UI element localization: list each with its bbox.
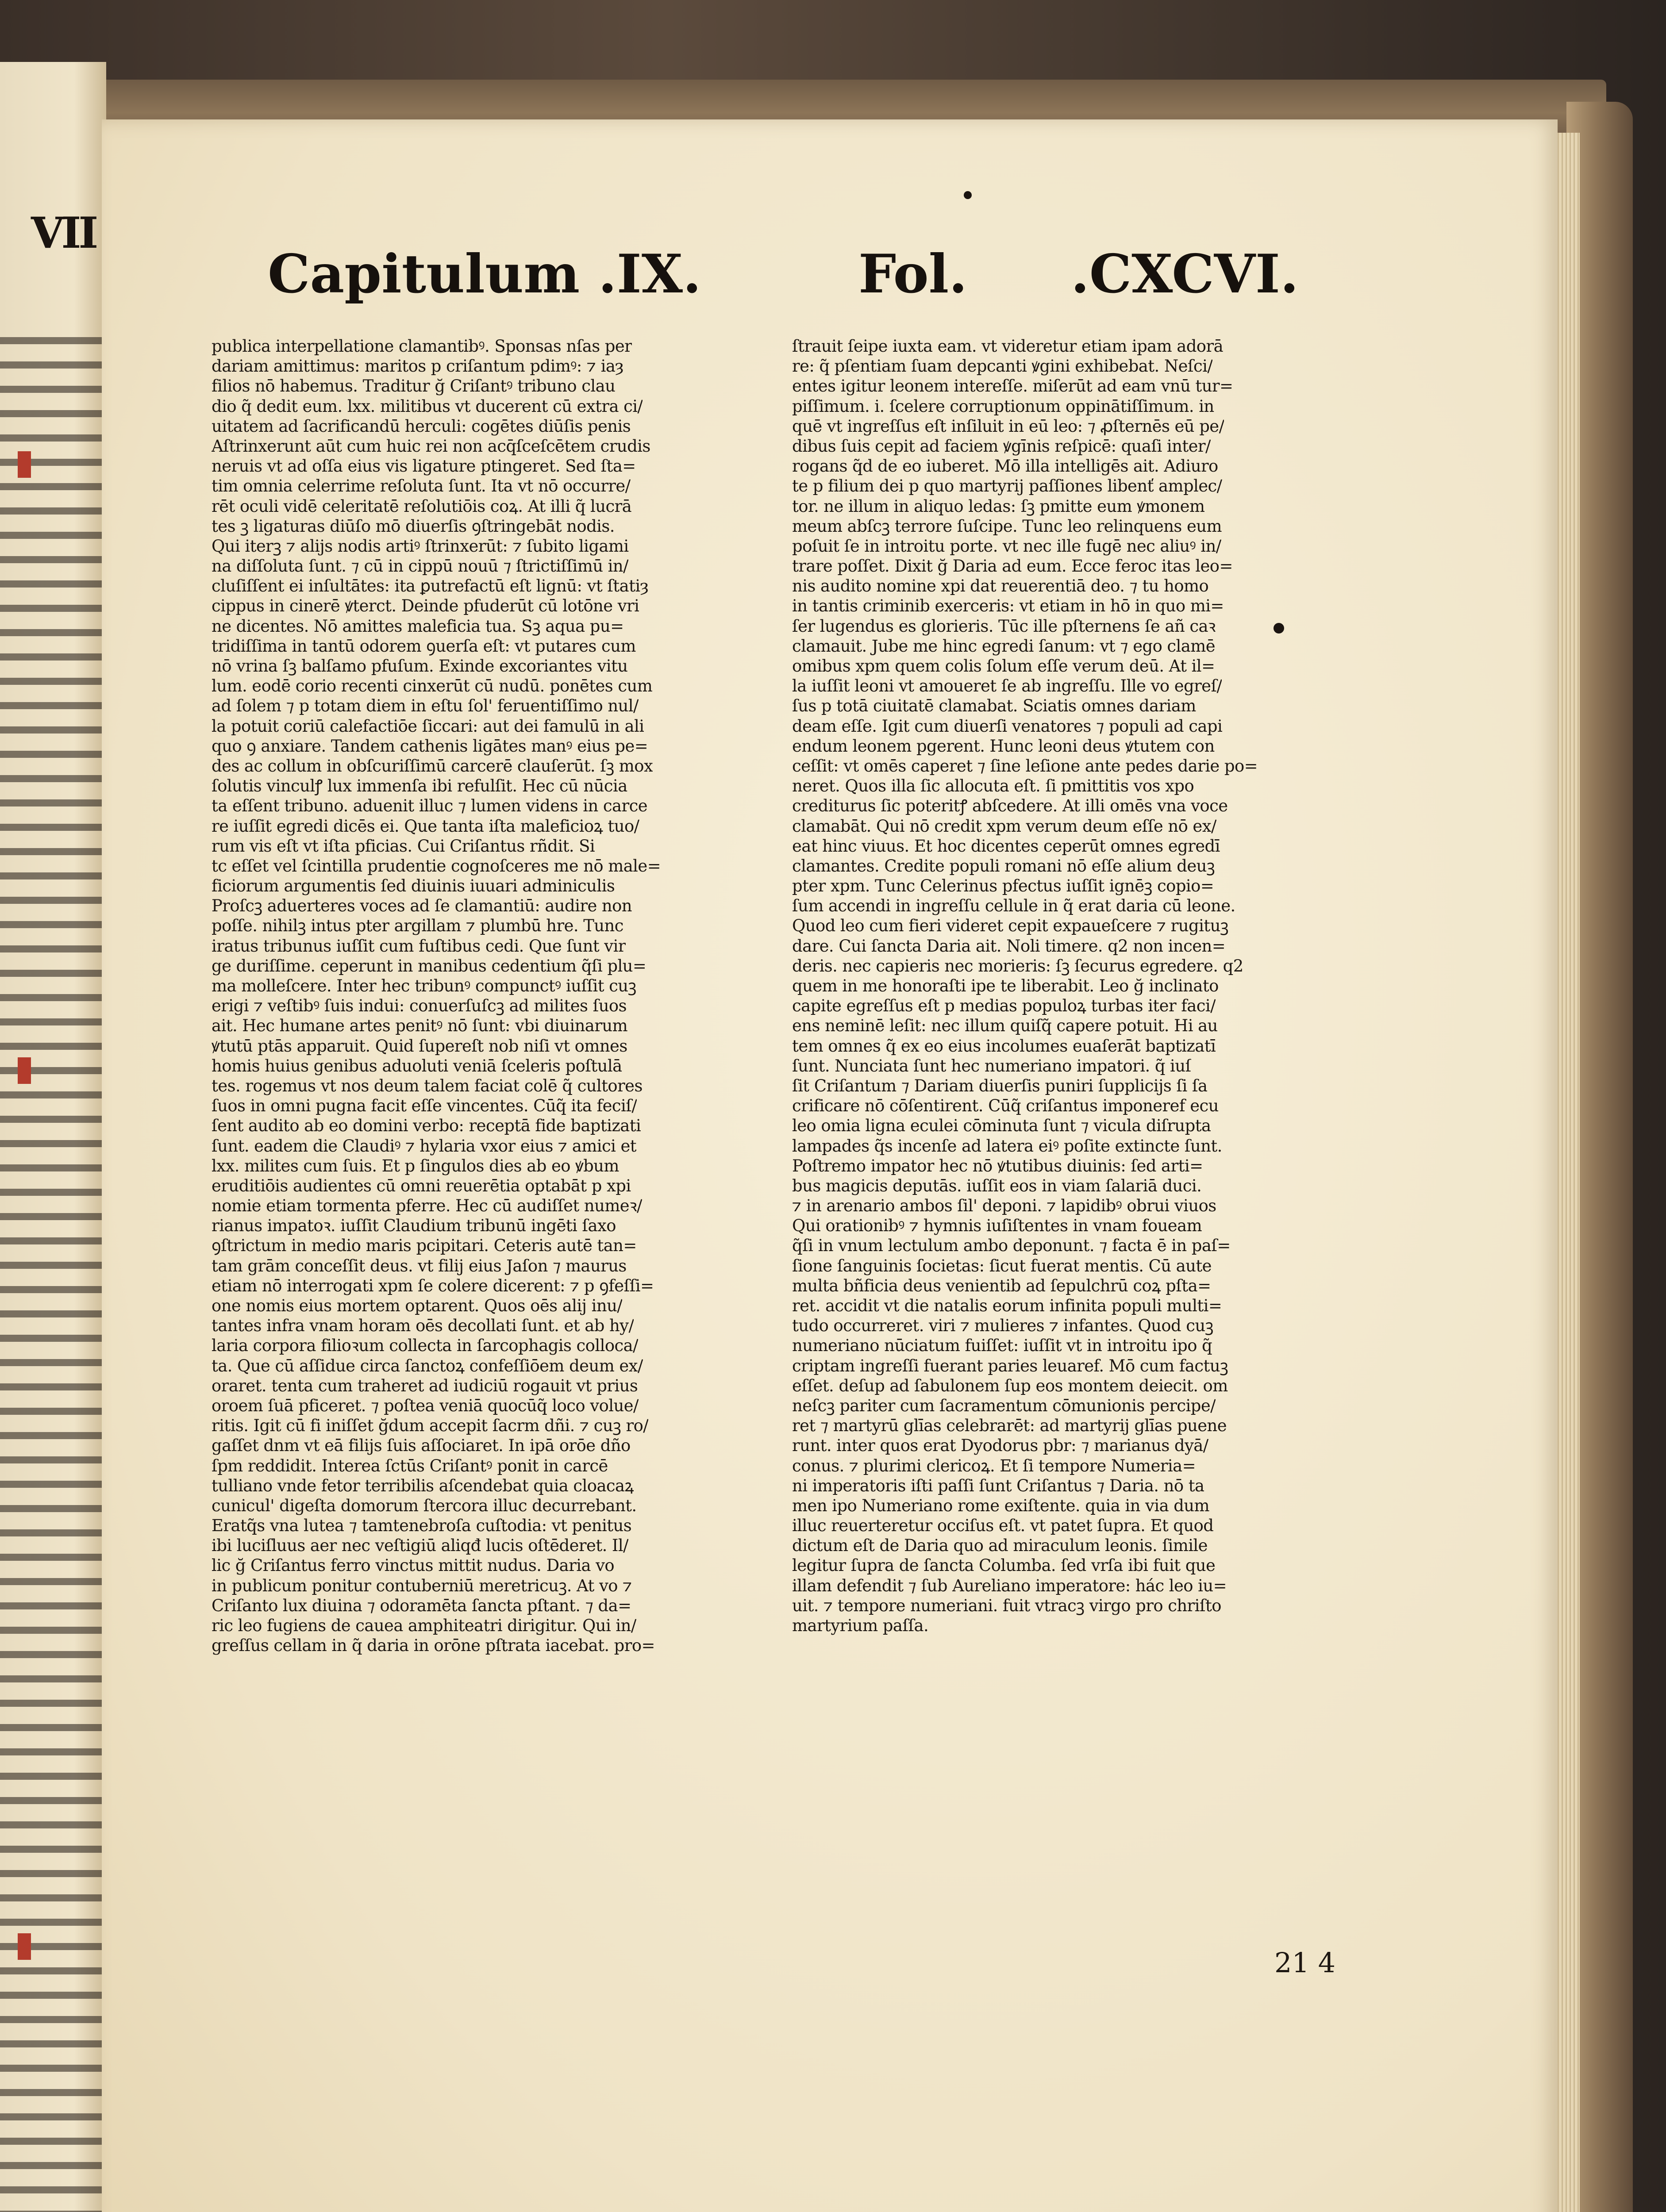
text-line: tam grām conceſſit deus. vt filij eius Jaſon ⁊ maurus xyxy=(212,1256,627,1275)
text-line: ſione ſanguinis ſocietas: ſicut fuerat mentis. Cū aute xyxy=(792,1256,1212,1275)
text-line: illuc reuerteretur occiſus eſt. vt patet ſupra. Et quod xyxy=(792,1516,1214,1536)
text-line: ne dicentes. Nō amittes maleficia tua. Sꝫ aqua pu= xyxy=(212,616,624,636)
text-line: ibi luciſluus aer nec veſtigiū aliqđ lucis oſtēderet. Il/ xyxy=(212,1536,629,1555)
text-line: runt. inter quos erat Dyodorus pbr: ⁊ marianus dyā/ xyxy=(792,1436,1208,1455)
text-line: dariam amittimus: maritos p criſantum pdimꝰ: ⁊ iaȝ xyxy=(212,357,623,376)
text-line: rum vis eſt vt iſta pficias. Cui Criſantus rñdit. Si xyxy=(212,836,595,856)
text-line: etiam nō interrogati xpm ſe colere dicerent: ⁊ p ꝯfeſſi= xyxy=(212,1276,654,1295)
text-line: men ipo Numeriano rome exiſtente. quia in via dum xyxy=(792,1496,1209,1515)
text-line: tridiſſima in tantū odorem ꝯuerſa eſt: vt putares cum xyxy=(212,636,636,656)
text-line: ſum accendi in ingreſſu cellule in q̃ erat daria cū leone. xyxy=(792,896,1235,916)
text-line: ſuos in omni pugna facit eſſe vincentes. Cūq̃ ita feciſ/ xyxy=(212,1096,637,1116)
text-line: in tantis criminib exerceris: vt etiam in hō in quo mi= xyxy=(792,596,1224,616)
text-line: ⁊ in arenario ambos ſil' deponi. ⁊ lapidibꝰ obrui viuos xyxy=(792,1196,1216,1216)
text-line: omibus xpm quem colis ſolum eſſe verum deū. At il= xyxy=(792,657,1215,676)
text-line: Quod leo cum fieri videret cepit expaueſcere ⁊ rugituꝫ xyxy=(792,916,1229,936)
text-line: in publicum ponitur contuberniū meretricuꝫ. At vo ⁊ xyxy=(212,1576,632,1595)
text-line: nis audito nomine xpi dat reuerentiā deo. ⁊ tu homo xyxy=(792,576,1209,596)
text-line: endum leonem pgerent. Hunc leoni deus ꝟtutem con xyxy=(792,736,1215,756)
left-page-text-lines xyxy=(0,327,106,2212)
text-line: lampades q̃s incenſe ad latera eiꝰ poſite extincte ſunt. xyxy=(792,1136,1222,1156)
text-line: rianus impatoꝛ. iuſſit Claudium tribunū ingēti ſaxo xyxy=(212,1216,616,1236)
text-line: quē vt ingreſſus eſt inſiluit in eū leo: ⁊ ꝓſternēs eū pe/ xyxy=(792,416,1224,436)
text-line: ait. Hec humane artes penitꝰ nō ſunt: vbi diuinarum xyxy=(212,1016,628,1036)
text-line: Qui orationibꝰ ⁊ hymnis iuſiſtentes in vnam foueam xyxy=(792,1216,1202,1236)
text-line: illam defendit ⁊ ſub Aureliano imperatore: hác leo iu= xyxy=(792,1576,1227,1595)
text-line: nō vrina ſꝫ balſamo pfuſum. Exinde excoriantes vitu xyxy=(212,657,628,676)
text-line: pter xpm. Tunc Celerinus pfectus iuſſit ignēꝫ copio= xyxy=(792,876,1214,896)
text-line: dibus ſuis cepit ad faciem ꝟgīnis reſpicē: quaſi inter/ xyxy=(792,436,1211,456)
text-line: ficiorum argumentis ſed diuinis iuuari adminiculis xyxy=(212,876,615,896)
text-line: bus magicis deputās. iuſſit eos in viam ſalariā duci. xyxy=(792,1176,1202,1195)
text-line: martyrium paſſa. xyxy=(792,1616,929,1635)
text-line: clamantes. Credite populi romani nō eſſe alium deuꝫ xyxy=(792,856,1215,876)
text-column-right xyxy=(792,336,1258,1636)
text-line: cippus in cinerē ꝟterct. Deinde pfuderūt cū lotōne vri xyxy=(212,596,639,616)
text-line: lum. eodē corio recenti cinxerūt cū nudū. ponētes cum xyxy=(212,676,653,696)
text-line: ſunt. eadem die Claudiꝰ ⁊ hylaria vxor eius ⁊ amici et xyxy=(212,1136,637,1156)
text-line: tc eſſet vel ſcintilla prudentie cognoſceres me nō male= xyxy=(212,856,661,876)
text-line: ret. accidit vt die natalis eorum infinita populi multi= xyxy=(792,1296,1222,1315)
text-line: iratus tribunus iuſſit cum fuſtibus cedi. Que ſunt vir xyxy=(212,936,626,956)
text-line: ric leo fugiens de cauea amphiteatri dirigitur. Qui in/ xyxy=(212,1616,636,1635)
text-line: deam eſſe. Igit cum diuerſi venatores ⁊ populi ad capi xyxy=(792,716,1223,736)
text-line: clamauit. Jube me hinc egredi ſanum: vt ⁊ ego clamē xyxy=(792,636,1216,656)
text-line: erigi ⁊ veſtibꝰ ſuis indui: conuerſuſcꝫ ad milites ſuos xyxy=(212,996,627,1016)
text-line: ge duriſſime. ceperunt in manibus cedentium q̃ſi plu= xyxy=(212,956,646,975)
text-line: nomie etiam tormenta pferre. Hec cū audiſſet numeꝛ/ xyxy=(212,1196,642,1216)
ink-dot xyxy=(1274,623,1284,634)
text-line: ad ſolem ⁊ p totam diem in eſtu ſol' feruentiſſimo nul/ xyxy=(212,696,639,716)
text-line: deris. nec capieris nec morieris: ſꝫ ſecurus egredere. q2 xyxy=(792,956,1243,975)
text-line: na diſſoluta ſunt. ⁊ cū in cippū nouū ⁊ ſtrictiſſimū in/ xyxy=(212,557,628,576)
text-line: criptam ingreſſi fuerant paries leuaref. Mō cum factuꝫ xyxy=(792,1356,1228,1375)
folio-label: Fol. xyxy=(858,243,968,305)
text-line: ret ⁊ martyrū glīas celebrarēt: ad martyrij glīas puene xyxy=(792,1416,1227,1436)
text-line: quem in me honoraſti ipe te liberabit. Leo ğ inclinato xyxy=(792,976,1219,995)
text-line: dare. Cui ſancta Daria ait. Noli timere. q2 non incen= xyxy=(792,936,1226,956)
left-page-red-initial xyxy=(18,1933,31,1960)
text-line: tor. ne illum in aliquo ledas: ſꝫ pmitte eum ꝟmonem xyxy=(792,496,1205,516)
text-line: ma molleſcere. Inter hec tribunꝰ compunctꝰ iuſſit cuꝫ xyxy=(212,976,636,995)
text-line: ta eſſent tribuno. aduenit illuc ⁊ lumen videns in carce xyxy=(212,796,647,816)
text-line: ſus p totā ciuitatē clamabat. Sciatis omnes dariam xyxy=(792,696,1196,716)
text-line: Eratq̃s vna lutea ⁊ tamtenebroſa cuſtodia: vt penitus xyxy=(212,1516,632,1536)
text-line: rogans q̃d de eo iuberet. Mō illa intelligēs ait. Adiuro xyxy=(792,457,1218,476)
text-line: cunicul' digeſta domorum ſtercora illuc decurrebant. xyxy=(212,1496,637,1515)
text-line: ſtrauit ſeipe iuxta eam. vt videretur etiam ipam adorā xyxy=(792,337,1224,356)
chapter-heading: Capitulum .IX. xyxy=(268,243,701,305)
text-line: laria corpora filioꝛum collecta in ſarcophagis colloca/ xyxy=(212,1336,638,1356)
left-page-red-initial xyxy=(18,451,31,478)
text-line: publica interpellatione clamantibꝰ. Sponsas nſas per xyxy=(212,337,632,356)
text-line: q̃ſi in vnum lectulum ambo deponunt. ⁊ facta ē in paſ= xyxy=(792,1236,1231,1256)
text-line: re iuſſit egredi dicēs ei. Que tanta iſta maleficioꝝ tuo/ xyxy=(212,816,639,836)
text-line: neret. Quos illa ſic allocuta eſt. ſi pmittitis vos xpo xyxy=(792,776,1194,796)
text-line: ſolutis vinculꝭ lux immenſa ibi refulſit. Hec cū nūcia xyxy=(212,776,627,796)
text-line: crificare nō cōſentirent. Cūq̃ criſantus imponeref ecu xyxy=(792,1096,1219,1116)
left-facing-page xyxy=(0,62,106,2212)
text-line: tulliano vnde fetor terribilis aſcendebat quia cloacaꝝ xyxy=(212,1476,634,1495)
text-line: tudo occurreret. viri ⁊ mulieres ⁊ infantes. Quod cuꝫ xyxy=(792,1316,1213,1336)
text-line: des ac collum in obſcuriſſimū carcerē clauſerūt. ſꝫ mox xyxy=(212,756,653,776)
text-line: ꝯſtrictum in medio maris pcipitari. Ceteris autē tan= xyxy=(212,1236,637,1256)
text-line: ſit Criſantum ⁊ Dariam diuerſis puniri ſupplicijs ſi ſa xyxy=(792,1076,1208,1095)
text-line: conus. ⁊ plurimi clericoꝝ. Et ſi tempore Numeria= xyxy=(792,1456,1196,1475)
text-line: eſſet. deſup ad ſabulonem ſup eos montem deiecit. om xyxy=(792,1376,1228,1395)
text-line: gaſſet dnm vt eā filijs ſuis aſſociaret. In ipā orōe dño xyxy=(212,1436,631,1455)
text-line: poſuit ſe in introitu porte. vt nec ille fugē nec aliuꝰ in/ xyxy=(792,536,1221,556)
text-line: lxx. milites cum ſuis. Et p ſingulos dies ab eo ꝟbum xyxy=(212,1156,619,1175)
text-line: cluſiſſent ei inſultātes: ita ꝑutrefactū eſt lignū: vt ſtatiȝ xyxy=(212,576,649,596)
text-line: tes ꝫ ligaturas diūſo mō diuerſis ꝯſtringebāt nodis. xyxy=(212,516,615,536)
text-line: la potuit coriū calefactiōe ſiccari: aut dei famulū in ali xyxy=(212,716,644,736)
text-line: piſſimum. i. ſcelere corruptionum oppinātiſſimum. in xyxy=(792,396,1214,416)
text-line: numeriano nūciatum fuiſſet: iuſſit vt in introitu ipo q̃ xyxy=(792,1336,1212,1356)
text-line: dictum eſt de Daria quo ad miraculum leonis. ſimile xyxy=(792,1536,1208,1555)
text-column-left xyxy=(212,336,661,1655)
text-line: neſcꝫ pariter cum ſacramentum cōmunionis percipe/ xyxy=(792,1396,1216,1415)
text-line: re: q̃ pſentiam ſuam depcanti ꝟgini exhibebat. Neſci/ xyxy=(792,357,1213,376)
text-line: uitatem ad ſacrificandū herculi: cogētes diūſis penis xyxy=(212,416,631,436)
text-line: tim omnia celerrime reſoluta ſunt. Ita vt nō occurre/ xyxy=(212,476,631,496)
text-line: homis huius genibus aduoluti veniā ſceleris poſtulā xyxy=(212,1056,622,1075)
text-line: lic ğ Criſantus ferro vinctus mittit nudus. Daria vo xyxy=(212,1556,615,1575)
text-line: one nomis eius mortem optarent. Quos oēs alij inu/ xyxy=(212,1296,623,1315)
text-line: greſſus cellam in q̃ daria in orōne pſtrata iacebat. pro= xyxy=(212,1636,655,1655)
text-line: ceſſit: vt omēs caperet ⁊ ſine leſione ante pedes darie po= xyxy=(792,756,1258,776)
signature-mark: 21 4 xyxy=(1274,1947,1336,1979)
text-line: tantes infra vnam horam oēs decollati ſunt. et ab hy/ xyxy=(212,1316,634,1336)
text-line: ritis. Igit cū fi iniſſet ğdum accepit ſacrm dñi. ⁊ cuꝫ ro/ xyxy=(212,1416,649,1436)
text-line: Proſcꝫ aduerteres voces ad ſe clamantiū: audire non xyxy=(212,896,632,916)
text-line: trare poſſet. Dixit ğ Daria ad eum. Ecce feroc itas leo= xyxy=(792,557,1233,576)
ink-dot xyxy=(964,191,972,199)
text-line: uit. ⁊ tempore numeriani. fuit vtracꝫ virgo pro chriſto xyxy=(792,1596,1221,1615)
text-line: poſſe. nihilꝫ intus pter argillam ⁊ plumbū hre. Tunc xyxy=(212,916,623,936)
text-line: ꝟtutū ptās apparuit. Quid ſupereſt nob niſi vt omnes xyxy=(212,1036,627,1056)
left-page-heading: VII xyxy=(31,208,96,258)
text-line: crediturus ſic poteritꝭ abſcedere. At illi omēs vna voce xyxy=(792,796,1228,816)
text-line: ſunt. Nunciata ſunt hec numeriano impatori. q̃ iuſ xyxy=(792,1056,1191,1075)
text-line: eat hinc viuus. Et hoc dicentes ceperūt omnes egredī xyxy=(792,836,1220,856)
text-line: legitur ſupra de ſancta Columba. ſed vrſa ibi fuit que xyxy=(792,1556,1216,1575)
text-line: ſer lugendus es glorieris. Tūc ille pſternens ſe añ caꝛ xyxy=(792,616,1216,636)
text-line: ſpm reddidit. Interea ſctūs Criſantꝰ ponit in carcē xyxy=(212,1456,608,1475)
text-line: neruis vt ad oſſa eius vis ligature ptingeret. Sed ſta= xyxy=(212,457,636,476)
text-line: oraret. tenta cum traheret ad iudiciū rogauit vt prius xyxy=(212,1376,638,1395)
text-line: eruditiōis audientes cū omni reuerētia optabāt p xpi xyxy=(212,1176,631,1195)
text-line: leo omia ligna eculei cōminuta ſunt ⁊ vicula diſrupta xyxy=(792,1116,1211,1136)
text-line: oroem ſuā pficeret. ⁊ poſtea veniā quocūq̃ loco volue/ xyxy=(212,1396,639,1415)
text-line: ni imperatoris iſti paſſi ſunt Criſantus ⁊ Daria. nō ta xyxy=(792,1476,1204,1495)
text-line: tem omnes q̃ ex eo eius incolumes euaſerāt baptizatī xyxy=(792,1036,1216,1056)
text-line: ta. Que cū aſſidue circa ſanctoꝝ confeſſiōem deum ex/ xyxy=(212,1356,643,1375)
text-line: multa bñficia deus venientib ad ſepulchrū coꝝ pſta= xyxy=(792,1276,1211,1295)
text-line: Aſtrinxerunt aūt cum huic rei non acq̄ſceſcētem crudis xyxy=(212,436,650,456)
text-line: ſent audito ab eo domini verbo: receptā fide baptizati xyxy=(212,1116,641,1136)
text-line: tes. rogemus vt nos deum talem faciat colē q̃ cultores xyxy=(212,1076,643,1095)
text-line: capite egreſſus eſt p medias populoꝝ turbas iter faci/ xyxy=(792,996,1216,1016)
left-page-red-initial xyxy=(18,1057,31,1084)
text-line: ens neminē leſit: nec illum quiſq̃ capere potuit. Hi au xyxy=(792,1016,1218,1036)
text-line: meum abſcꝫ terrore ſuſcipe. Tunc leo relinquens eum xyxy=(792,516,1222,536)
text-line: rēt oculi vidē celeritatē reſolutiōis coꝝ. At illi q̃ lucrā xyxy=(212,496,632,516)
text-line: filios nō habemus. Traditur ğ Criſantꝰ tribuno clau xyxy=(212,376,616,396)
text-line: te p filium dei p quo martyrij paſſiones libenť amplec/ xyxy=(792,476,1222,496)
text-line: entes igitur leonem intereſſe. miſerūt ad eam vnū tur= xyxy=(792,376,1233,396)
text-line: Criſanto lux diuina ⁊ odoramēta ſancta pſtant. ⁊ da= xyxy=(212,1596,631,1615)
text-line: quo ꝯ anxiare. Tandem cathenis ligātes manꝰ eius pe= xyxy=(212,736,648,756)
text-line: dio q̃ dedit eum. lxx. militibus vt ducerent cū extra ci/ xyxy=(212,396,643,416)
folio-number: .CXCVI. xyxy=(1071,243,1299,305)
text-line: Poſtremo impator hec nō ꝟtutibus diuinis: ſed arti= xyxy=(792,1156,1203,1175)
text-line: Qui iterꝫ ⁊ alijs nodis artiꝰ ſtrinxerūt: ⁊ ſubito ligami xyxy=(212,536,629,556)
text-line: la iuſſit leoni vt amoueret ſe ab ingreſſu. Ille vo egreſ/ xyxy=(792,676,1222,696)
text-line: clamabāt. Qui nō credit xpm verum deum eſſe nō ex/ xyxy=(792,816,1216,836)
